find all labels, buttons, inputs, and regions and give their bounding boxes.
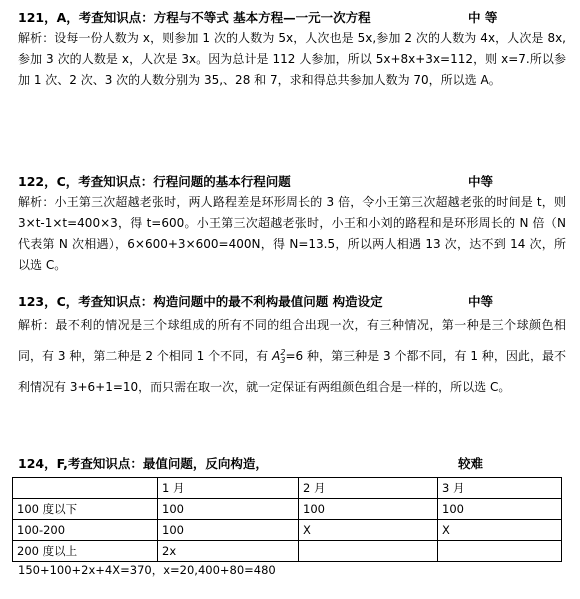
table-row [13,499,562,520]
table-cell: 100 [438,499,562,520]
question-121-explanation: 解析：设每一份人数为 x，则参加 1 次的人数为 5x，人次也是 5x,参加 2 次的人数为 4x，人次是 8x,参加 3 次的人数是 x，人次是 3x。因为总计是 112 人参加，所以 5x+8x+3x=112，则 x=7.所以参加 1 次、2 次、3 次的人数分别为 35,、28 和 7，求和得总共参加人数为 70，所以选 A。 [18,31,566,87]
question-124 [18,454,566,474]
table-cell: 100-200 [13,520,158,541]
question-123-explanation-part2: =6 种，第三种是 3 个都不同，有 1 种，因此，最不利情况有 3+6+1=10，而只需在取一次，就一定保证有两组颜色组合是一样的，所以选 C。 [18,349,566,395]
table-cell [438,541,562,562]
table-row [13,478,562,499]
table-cell: 100 [158,499,299,520]
question-122-title: 122，C，考查知识点：行程问题的基本行程问题 [18,174,291,189]
question-121-difficulty: 中 等 [468,10,498,25]
question-123-explanation [18,312,566,401]
table-cell: 100 度以下 [13,499,158,520]
question-123-title: 123，C，考查知识点：构造问题中的最不利构最值问题 构造设定 [18,294,383,309]
table-row [13,541,562,562]
table-cell: 2 月 [299,478,438,499]
question-123-explanation-part1: 解析：最不利的情况是三个球组成的所有不同的组合出现一次，有三种情况，第一种是三个球颜色相同，有 3 种，第二种是 2 个相同 1 个不同，有 [18,318,566,363]
question-123-difficulty: 中等 [468,294,494,309]
question-122-heading [18,172,566,192]
table-cell: 200 度以上 [13,541,158,562]
question-121 [18,8,566,91]
table-cell: X [299,520,438,541]
question-122 [18,172,566,276]
question-121-title: 121，A，考查知识点：方程与不等式 基本方程—一元一次方程 [18,10,371,25]
question-122-difficulty: 中等 [468,174,494,189]
table-cell: 3 月 [438,478,562,499]
question-121-heading [18,8,566,28]
table-row [13,520,562,541]
question-124-difficulty: 较难 [458,456,484,471]
question-124-formula: 150+100+2x+4X=370，x=20,400+80=480 [18,563,276,577]
table-cell: 2x [158,541,299,562]
table-cell [299,541,438,562]
question-122-explanation: 解析：小王第三次超越老张时，两人路程差是环形周长的 3 倍，令小王第三次超越老张的时间是 t，则 3×t-1×t=400×3，得 t=600。小王第三次超越老张时，小王和小刘的路程和是环形周长的 N 倍（N 代表第 N 次相遇），6×600+3×600=400N，得 N=13.5，所以两人相遇 13 次，达不到 14 次，所以选 C。 [18,195,566,272]
table-cell: 100 [299,499,438,520]
arrangement-symbol: $A^2_3$ [272,348,286,366]
question-123-heading [18,292,566,312]
table-cell: 1 月 [158,478,299,499]
table-cell: 100 [158,520,299,541]
electricity-usage-table [12,477,562,562]
question-124-title: 124，F,考查知识点：最值问题，反向构造， [18,456,268,471]
table-cell: X [438,520,562,541]
table-cell [13,478,158,499]
question-124-heading [18,454,566,474]
question-123 [18,292,566,401]
